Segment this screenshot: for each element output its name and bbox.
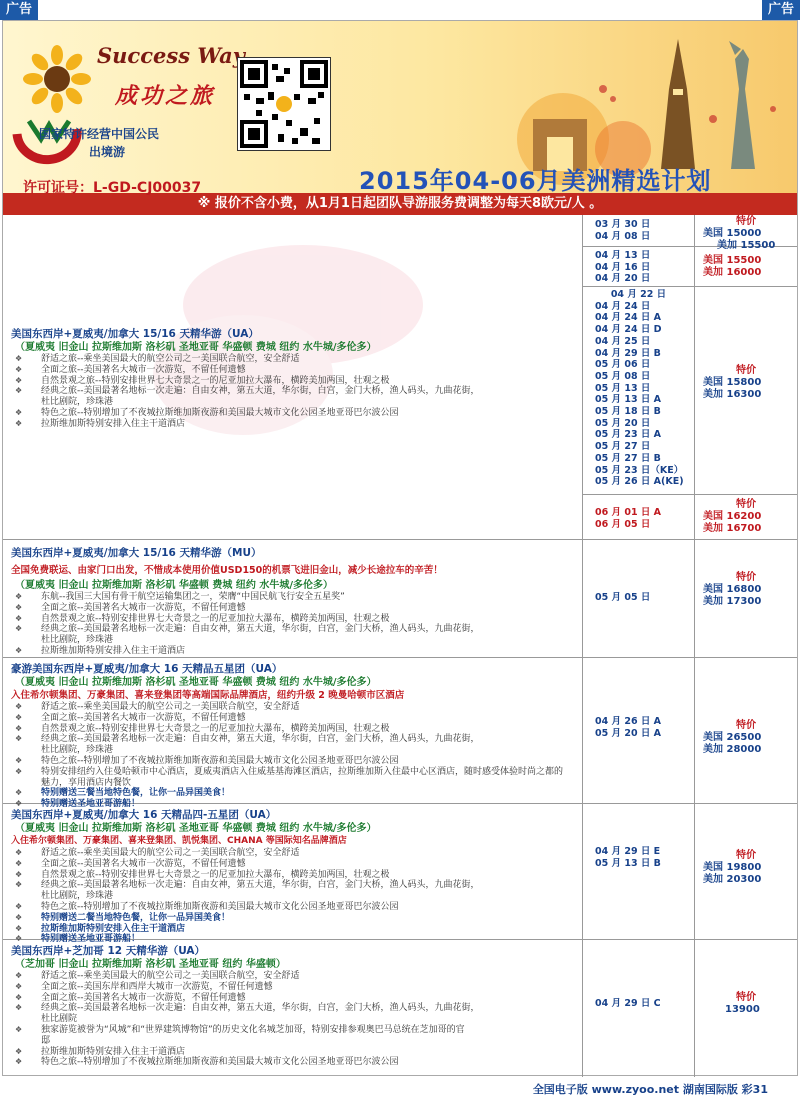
tour-extra: ❖ 特别赠送二餐当地特色餐，让你一品异国美食！ (11, 913, 480, 924)
departure-date: 05 月 26 日 A(KE) (595, 476, 684, 488)
price-us-canada: 美加 16000 (703, 267, 762, 278)
special-price-label: 特价 (736, 850, 756, 861)
departure-date: 04 月 24 日 A (595, 312, 662, 324)
tour-bullet: ❖ 经典之旅--美国最著名地标一次走遍：自由女神，第五大道，华尔街，白宫，金门大桥，渔人码头，九曲花街， (11, 734, 563, 745)
subtitle-line-2: 出境游 (89, 145, 126, 159)
tour-bullet: ❖ 自然景观之旅--特别安排世界七大奇景之一的尼亚加拉大瀑布，横跨美加两国，壮观之极 (11, 614, 480, 625)
tour-bullet: ❖ 特色之旅--特别增加了不夜城拉斯维加斯夜游和美国最大城市文化公园圣地亚哥巴尔波公园 (11, 902, 480, 913)
price-group (695, 572, 797, 608)
tour-bullet: ❖ 经典之旅--美国最著名地标一次走遍：自由女神，第五大道，华尔街，白宫，金门大桥，渔人码头，九曲花街， (11, 1003, 480, 1014)
departure-date: 05 月 13 日 (595, 382, 651, 394)
tour-bullet: ❖ 全面之旅--美国著名大城市一次游览，不留任何遗憾 (11, 603, 480, 614)
tour-row (3, 940, 797, 1077)
departure-date: 05 月 13 日 A (595, 394, 662, 406)
departure-date: 05 月 27 日 (595, 441, 651, 453)
special-price-label: 特价 (736, 992, 756, 1003)
tour-row (3, 540, 797, 658)
tour-title: 豪游美国东西岸+夏威夷/加拿大 16 天精品五星团（UA） (11, 663, 283, 675)
tour-info (11, 546, 480, 657)
tour-cities: （夏威夷 旧金山 拉斯维加斯 洛杉矶 圣地亚哥 华盛顿 费城 纽约 水牛城/多伦多） (15, 823, 377, 834)
departure-date: 06 月 05 日 (595, 518, 651, 530)
header (3, 21, 797, 196)
departure-date: 05 月 20 日 (595, 417, 651, 429)
date-group (583, 716, 694, 739)
tour-info (11, 808, 480, 945)
tour-bullet: ❖ 舒适之旅--乘坐美国最大的航空公司之一美国联合航空，安全舒适 (11, 702, 563, 713)
tour-bullet: 杜比剧院，珍珠港 (41, 397, 114, 408)
departure-date: 05 月 05 日 (595, 592, 651, 603)
price-single: 13900 (725, 1004, 760, 1015)
tour-dates (583, 804, 695, 939)
departure-date: 04 月 29 日 B (595, 347, 661, 359)
tour-description (3, 658, 583, 810)
departure-date: 04 月 16 日 (595, 261, 651, 273)
departure-date: 05 月 20 日 A (595, 727, 662, 739)
price-us: 美国 15500 (703, 255, 762, 266)
tour-info (11, 662, 563, 810)
price-us-canada: 美加 17300 (703, 596, 762, 607)
departure-date: 04 月 29 日 C (595, 998, 661, 1009)
price-group (695, 720, 797, 756)
price-group (695, 215, 797, 251)
departure-date: 04 月 29 日 E (595, 846, 661, 857)
tour-bullet: 杜比剧院，珍珠港 (41, 635, 114, 646)
tour-promo: 入住希尔顿集团、万豪集团、喜来登集团等高端国际品牌酒店，纽约升级 2 晚曼哈顿市区酒店 (11, 690, 405, 701)
tour-bullet: ❖ 自然景观之旅--特别安排世界七大奇景之一的尼亚加拉大瀑布，横跨美加两国，壮观之极 (11, 870, 480, 881)
departure-date: 04 月 26 日 A (595, 716, 662, 727)
departure-date: 04 月 08 日 (595, 230, 651, 242)
tour-bullet: ❖ 经典之旅--美国最著名地标一次走遍：自由女神，第五大道，华尔街，白宫，金门大桥，渔人码头，九曲花街， (11, 624, 480, 635)
tour-promo: 全国免费联运、由家门口出发，不惜成本使用价值USD150的机票飞进旧金山，减少长途拉车的辛苦！ (11, 565, 443, 576)
tour-prices (695, 540, 797, 657)
tour-description (3, 215, 583, 539)
date-group (583, 287, 694, 495)
date-group (583, 592, 694, 604)
tour-bullet: ❖ 东航--我国三大国有骨干航空运输集团之一，荣膺“中国民航飞行安全五星奖” (11, 592, 480, 603)
tour-prices (695, 658, 797, 803)
tour-bullet: ❖ 全面之旅--美国东岸和西岸大城市一次游览，不留任何遗憾 (11, 982, 480, 993)
tour-bullet: ❖ 全面之旅--美国著名大城市一次游览，不留任何遗憾 (11, 713, 563, 724)
departure-date: 05 月 13 日 B (595, 857, 661, 869)
tour-bullet: 杜比剧院，珍珠港 (41, 745, 114, 756)
special-price-label: 特价 (736, 499, 756, 510)
tour-title: 美国东西岸+夏威夷/加拿大 15/16 天精华游（MU） (11, 547, 262, 559)
tour-description (3, 804, 583, 945)
tour-description (3, 940, 583, 1077)
tour-bullet: 邸 (41, 1035, 51, 1046)
tour-info (11, 327, 480, 430)
tour-cities: （夏威夷 旧金山 拉斯维加斯 洛杉矶 圣地亚哥 华盛顿 费城 纽约 水牛城/多伦多） (15, 677, 377, 688)
departure-date: 04 月 22 日 (610, 289, 667, 300)
price-group (695, 992, 797, 1016)
departure-date: 04 月 25 日 (595, 335, 651, 347)
ad-label: 广告 (0, 0, 38, 20)
footer-text: 全国电子版 www.zyoo.net 湖南国际版 彩31 (532, 1083, 768, 1096)
price-us-canada: 美加 20300 (703, 874, 762, 885)
price-us: 美国 16200 (703, 511, 762, 522)
tour-bullet: ❖ 全面之旅--美国著名大城市一次游览，不留任何遗憾 (11, 993, 480, 1004)
tour-title: 美国东西岸+夏威夷/加拿大 16 天精品四-五星团（UA） (11, 809, 277, 821)
date-group (583, 247, 694, 287)
tour-prices (695, 940, 797, 1077)
departure-date: 05 月 27 日 B (595, 452, 661, 464)
footer (0, 1078, 800, 1100)
tour-bullet: ❖ 特别安排纽约入住曼哈顿市中心酒店，夏威夷酒店入住威基基海滩区酒店，拉斯维加斯入住最中心区酒店，随时感受体验时尚之都的 (11, 767, 563, 778)
tour-bullet: ❖ 拉斯维加斯特别安排入住主干道酒店 (11, 419, 480, 430)
tour-extra: ❖ 特别赠送三餐当地特色餐，让你一品异国美食！ (11, 788, 563, 799)
price-us-canada: 美加 16700 (703, 523, 762, 534)
tour-bullet: ❖ 特色之旅--特别增加了不夜城拉斯维加斯夜游和美国最大城市文化公园圣地亚哥巴尔波公园 (11, 1057, 480, 1068)
tour-bullet: ❖ 自然景观之旅--特别安排世界七大奇景之一的尼亚加拉大瀑布，横跨美加两国，壮观之极 (11, 376, 480, 387)
tour-promo: 入住希尔顿集团、万豪集团、喜来登集团、凯悦集团、CHANA 等国际知名品牌酒店 (11, 836, 347, 846)
tour-cities: （芝加哥 旧金山 拉斯维加斯 洛杉矶 圣地亚哥 纽约 华盛顿） (15, 959, 286, 970)
tour-bullet: ❖ 舒适之旅--乘坐美国最大的航空公司之一美国联合航空，安全舒适 (11, 848, 480, 859)
subtitle-line-1: 国家特许经营中国公民 (39, 127, 160, 141)
price-us: 美国 19800 (703, 862, 762, 873)
tour-row (3, 215, 797, 540)
tour-prices (695, 804, 797, 939)
date-group (583, 998, 694, 1010)
brand-name-en: Success Way (97, 43, 245, 68)
price-us: 美国 16800 (703, 584, 762, 595)
special-price-label: 特价 (736, 572, 756, 583)
page-title: 2015年04-06月美洲精选计划 (359, 167, 712, 195)
ad-label: 广告 (762, 0, 800, 20)
tour-prices (695, 215, 797, 539)
departure-date: 05 月 08 日 (595, 370, 651, 382)
tour-bullet: ❖ 拉斯维加斯特别安排入住主干道酒店 (11, 1047, 480, 1058)
special-price-label: 特价 (736, 720, 756, 731)
special-price-label: 特价 (736, 216, 756, 227)
price-us-canada: 美加 28000 (703, 744, 762, 755)
tour-extra: ❖ 拉斯维加斯特别安排入住主干道酒店 (11, 924, 480, 935)
qr-code-icon (237, 57, 331, 151)
tour-dates (583, 540, 695, 657)
landmarks-illustration (473, 29, 797, 179)
notice-bar: ※ 报价不含小费，从1月1日起团队导游服务费调整为每天8欧元/人 。 (3, 193, 797, 215)
tour-dates (583, 215, 695, 539)
flyer-page (2, 20, 798, 1076)
price-us: 美国 15000 (703, 228, 762, 239)
departure-date: 05 月 06 日 (595, 359, 651, 371)
price-group (695, 850, 797, 886)
tour-bullet: 魅力，享用酒店内餐饮 (41, 777, 132, 788)
tour-row (3, 804, 797, 945)
price-group (695, 287, 797, 495)
price-group (695, 247, 797, 287)
price-us: 美国 26500 (703, 732, 762, 743)
tour-bullet: ❖ 自然景观之旅--特别安排世界七大奇景之一的尼亚加拉大瀑布，横跨美加两国，壮观之极 (11, 724, 563, 735)
tour-description (3, 540, 583, 657)
tour-bullet: ❖ 特色之旅--特别增加了不夜城拉斯维加斯夜游和美国最大城市文化公园圣地亚哥巴尔波公园 (11, 756, 563, 767)
date-group (583, 846, 694, 869)
departure-date: 04 月 24 日 D (595, 324, 662, 336)
tour-cities: （夏威夷 旧金山 拉斯维加斯 洛杉矶 华盛顿 费城 纽约 水牛城/多伦多） (15, 580, 334, 591)
tour-title: 美国东西岸+芝加哥 12 天精华游（UA） (11, 945, 206, 957)
departure-date: 06 月 01 日 A (595, 507, 662, 518)
tour-title: 美国东西岸+夏威夷/加拿大 15/16 天精华游（UA） (11, 328, 259, 340)
departure-date: 04 月 24 日 (595, 300, 651, 312)
tour-bullet: ❖ 特色之旅--特别增加了不夜城拉斯维加斯夜游和美国最大城市文化公园圣地亚哥巴尔波公园 (11, 408, 480, 419)
tour-bullet: ❖ 舒适之旅--乘坐美国最大的航空公司之一美国联合航空，安全舒适 (11, 354, 480, 365)
price-us: 美国 15800 (703, 377, 762, 388)
departure-date: 03 月 30 日 (595, 219, 651, 230)
tour-row (3, 658, 797, 810)
tour-bullet: ❖ 经典之旅--美国最著名地标一次走遍：自由女神，第五大道，华尔街，白宫，金门大桥，渔人码头，九曲花街， (11, 880, 480, 891)
departure-date: 05 月 23 日（KE） (595, 464, 684, 476)
departure-date: 05 月 18 日 B (595, 406, 661, 418)
price-us-canada: 美加 15500 (717, 240, 776, 251)
tour-bullet: ❖ 舒适之旅--乘坐美国最大的航空公司之一美国联合航空，安全舒适 (11, 971, 480, 982)
departure-date: 04 月 20 日 (595, 273, 651, 285)
price-group (695, 495, 797, 540)
tour-bullet: ❖ 独家游览被誉为“风城”和“世界建筑博物馆”的历史文化名城芝加哥，特别安排参观奥巴马总统在芝加哥的官 (11, 1025, 480, 1036)
date-group (583, 215, 694, 247)
tour-extra: ❖ 特别赠送圣地亚哥游船！ (11, 799, 563, 810)
price-us-canada: 美加 16300 (703, 389, 762, 400)
tour-bullet: ❖ 全面之旅--美国著名大城市一次游览，不留任何遗憾 (11, 365, 480, 376)
tour-dates (583, 940, 695, 1077)
departure-date: 04 月 13 日 (595, 250, 651, 261)
special-price-label: 特价 (736, 365, 756, 376)
license-number: 许可证号：L-GD-CJ00037 (23, 180, 202, 196)
brand-name-cn: 成功之旅 (115, 83, 216, 109)
tour-extra: ❖ 特别赠送圣地亚哥游船！ (11, 934, 480, 945)
departure-date: 05 月 23 日 A (595, 429, 662, 441)
tour-bullet: ❖ 全面之旅--美国著名大城市一次游览，不留任何遗憾 (11, 859, 480, 870)
tour-cities: （夏威夷 旧金山 拉斯维加斯 洛杉矶 圣地亚哥 华盛顿 费城 纽约 水牛城/多伦多） (15, 342, 377, 353)
tour-info (11, 944, 480, 1068)
date-group (583, 495, 694, 540)
tour-dates (583, 658, 695, 803)
tour-bullet: ❖ 拉斯维加斯特别安排入住主干道酒店 (11, 646, 480, 657)
tour-bullet: 杜比剧院 (41, 1014, 78, 1025)
tour-bullet: 杜比剧院，珍珠港 (41, 891, 114, 902)
tour-bullet: ❖ 经典之旅--美国最著名地标一次走遍：自由女神，第五大道，华尔街，白宫，金门大桥，渔人码头，九曲花街， (11, 386, 480, 397)
